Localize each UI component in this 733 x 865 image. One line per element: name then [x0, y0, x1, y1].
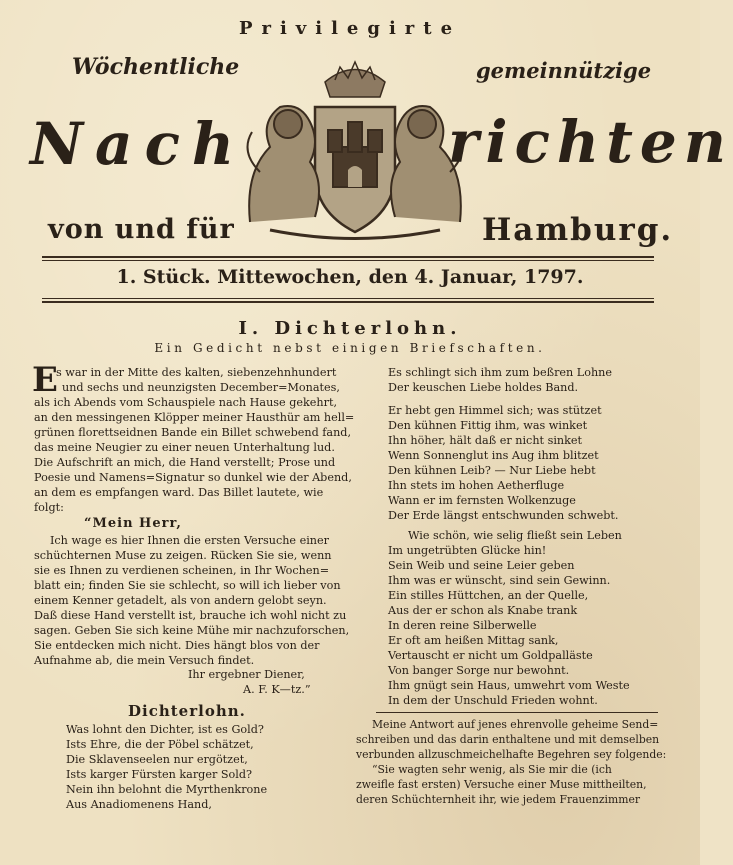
- rule-top-thin: [42, 260, 654, 261]
- poem-line: Im ungetrübten Glücke hin!: [388, 544, 547, 557]
- letter-salutation: “Mein Herr,: [84, 516, 182, 531]
- poem-line: Der keuschen Liebe holdes Band.: [388, 381, 579, 394]
- masthead-hamburg: Hamburg.: [482, 212, 674, 248]
- letter-line: schüchternen Muse zu zeigen. Rücken Sie sie, wenn: [34, 549, 332, 562]
- poem-line: Sein Weib und seine Leier geben: [388, 559, 575, 572]
- masthead-von-und-fuer: von und für: [48, 214, 235, 245]
- poem-line: In dem der Unschuld Frieden wohnt.: [388, 694, 598, 707]
- poem-line: Aus der er schon als Knabe trank: [388, 604, 578, 617]
- poem-line: Die Sklavenseelen nur ergötzet,: [66, 753, 248, 766]
- letter-closing: Ihr ergebner Diener,: [188, 668, 305, 681]
- poem-title: Dichterlohn.: [128, 702, 246, 720]
- intro-line: und sechs und neunzigsten December=Monates,: [62, 381, 340, 394]
- drop-cap: E: [32, 360, 58, 400]
- intro-line: grünen florettseidnen Bande ein Billet schwebend fand,: [34, 426, 352, 439]
- intro-line: an den messingenen Klöpper meiner Hausthür am hell=: [34, 411, 355, 424]
- hamburg-coat-of-arms-icon: [230, 52, 480, 247]
- reply-line: zweifle fast ersten) Versuche einer Muse mittheilten,: [356, 778, 647, 791]
- masthead-nach: Nach: [30, 110, 247, 178]
- masthead-richten: richten: [448, 108, 733, 176]
- article-subtitle: Ein Gedicht nebst einigen Briefschaften.: [154, 341, 546, 355]
- reply-line: deren Schüchternheit ihr, wie jedem Frauenzimmer: [356, 793, 641, 806]
- reply-line: “Sie wagten sehr wenig, als Sie mir die (ich: [372, 763, 612, 776]
- intro-line: an dem es empfangen ward. Das Billet lautete, wie: [34, 486, 324, 499]
- issue-line: 1. Stück. Mittewochen, den 4. Januar, 1797.: [116, 266, 584, 288]
- intro-line: folgt:: [34, 501, 64, 514]
- poem-line: Ists Ehre, die der Pöbel schätzet,: [66, 738, 254, 751]
- letter-line: Daß diese Hand verstellt ist, brauche ich wohl nicht zu: [34, 609, 347, 622]
- poem-line: Den kühnen Fittig ihm, was winket: [388, 419, 588, 432]
- poem-line: Vertauscht er nicht um Goldpalläste: [388, 649, 593, 662]
- poem-line: Ihm was er wünscht, sind sein Gewinn.: [388, 574, 611, 587]
- poem-line: Den kühnen Leib? — Nur Liebe hebt: [388, 464, 596, 477]
- letter-line: einem Kenner getadelt, als von andern gelobt seyn.: [34, 594, 327, 607]
- poem-line: Wenn Sonnenglut ins Aug ihm blitzet: [388, 449, 599, 462]
- poem-line: Nein ihn belohnt die Myrthenkrone: [66, 783, 268, 796]
- column-rule: [376, 712, 658, 713]
- intro-line: als ich Abends vom Schauspiele nach Hause gekehrt,: [34, 396, 338, 409]
- rule-top: [42, 256, 654, 258]
- poem-line: Ihn stets im hohen Aetherfluge: [388, 479, 565, 492]
- masthead-privilegirte: Privilegirte: [238, 18, 462, 39]
- rule-bottom-thin: [42, 298, 654, 299]
- article-title: I. Dichterlohn.: [238, 318, 462, 339]
- intro-line: Die Aufschrift an mich, die Hand verstellt; Prose und: [34, 456, 336, 469]
- poem-line: Ists karger Fürsten karger Sold?: [66, 768, 252, 781]
- poem-line: Er hebt gen Himmel sich; was stützet: [388, 404, 602, 417]
- poem-line: Ihm gnügt sein Haus, umwehrt vom Weste: [388, 679, 630, 692]
- letter-signature: A. F. K—tz.”: [243, 683, 311, 696]
- reply-line: Meine Antwort auf jenes ehrenvolle geheime Send=: [372, 718, 659, 731]
- masthead-woechentliche: Wöchentliche: [72, 54, 240, 80]
- poem-line: Von banger Sorge nur bewohnt.: [388, 664, 570, 677]
- poem-line: Wann er im fernsten Wolkenzuge: [388, 494, 576, 507]
- letter-line: sie es Ihnen zu verdienen scheinen, in Ihr Wochen=: [34, 564, 330, 577]
- poem-line: Ihn höher, hält daß er nicht sinket: [388, 434, 582, 447]
- intro-line: s war in der Mitte des kalten, siebenzehnhundert: [56, 366, 337, 379]
- poem-line: Der Erde längst entschwunden schwebt.: [388, 509, 619, 522]
- intro-line: Poesie und Namens=Signatur so dunkel wie der Abend,: [34, 471, 352, 484]
- reply-line: schreiben und das darin enthaltene und mit demselben: [356, 733, 660, 746]
- poem-line: Was lohnt den Dichter, ist es Gold?: [66, 723, 264, 736]
- letter-line: Ich wage es hier Ihnen die ersten Versuche einer: [50, 534, 329, 547]
- letter-line: Aufnahme ab, die mein Versuch findet.: [34, 654, 255, 667]
- poem-line: Ein stilles Hüttchen, an der Quelle,: [388, 589, 589, 602]
- poem-line: Wie schön, wie selig fließt sein Leben: [408, 529, 622, 542]
- letter-line: sagen. Geben Sie sich keine Mühe mir nachzuforschen,: [34, 624, 350, 637]
- intro-line: das meine Neugier zu einer neuen Unterhaltung lud.: [34, 441, 335, 454]
- poem-line: In deren reine Silberwelle: [388, 619, 537, 632]
- reply-line: verbunden allzuschmeichelhafte Begehren sey folgende:: [356, 748, 667, 761]
- poem-line: Aus Anadiomenens Hand,: [66, 798, 212, 811]
- letter-line: blatt ein; finden Sie sie schlecht, so will ich lieber von: [34, 579, 341, 592]
- letter-line: Sie entdecken mich nicht. Dies hängt blos von der: [34, 639, 320, 652]
- masthead-gemeinnuetzige: gemeinnützige: [476, 58, 652, 83]
- poem-line: Er oft am heißen Mittag sank,: [388, 634, 559, 647]
- poem-line: Es schlingt sich ihm zum beßren Lohne: [388, 366, 612, 379]
- rule-bottom: [42, 301, 654, 303]
